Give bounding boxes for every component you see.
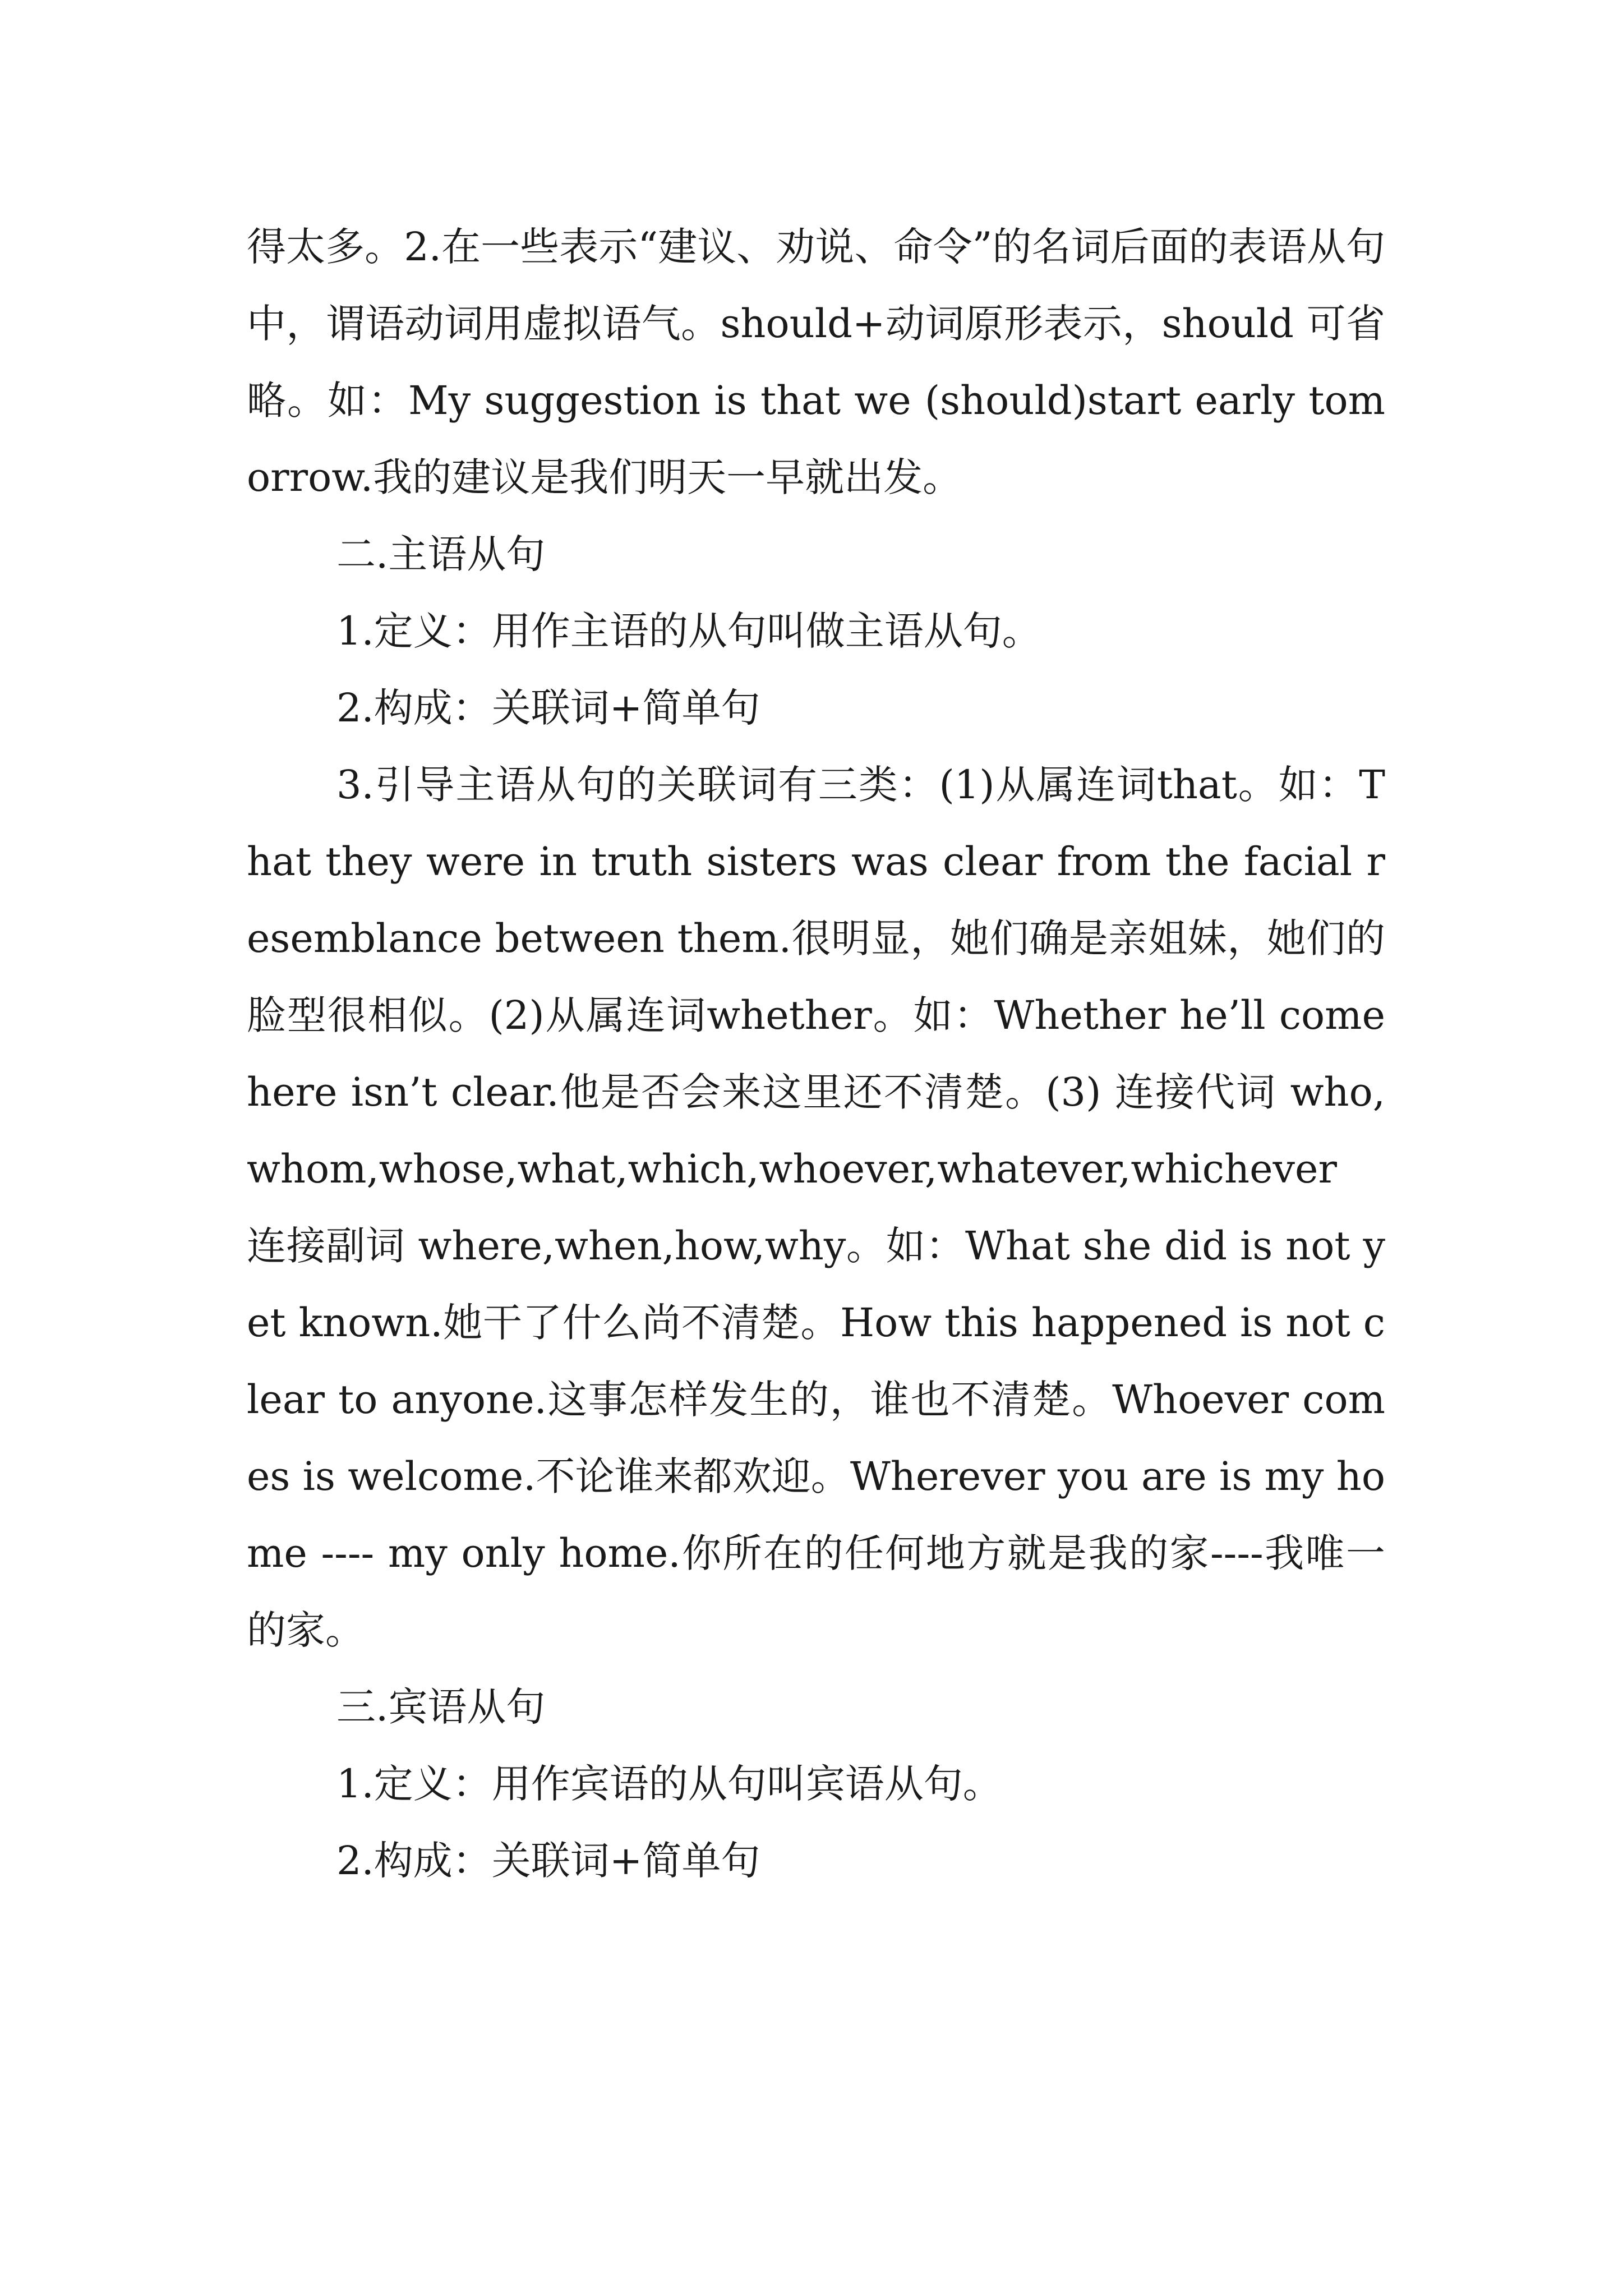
section-heading-object-clause: 三.宾语从句 bbox=[336, 1684, 546, 1730]
paragraph-subject-clause-connectives: 3.引导主语从句的关联词有三类：(1)从属连词that。如：That they were in truth sisters was clear from the facial resemblance between them.很明显，她们确是亲姐妹，她们的脸型很相似。(2)从属连词whether。如：Whether he’ll come here isn’t clear.他是否会来这里还不清楚。(3) 连接代词 who,whom,whose,what,which,whoever,whatever,whichever 连接副词 where,when,how,why。如：What she did is not yet known.她干了什么尚不清楚。How this happened is not clear to anyone.这事怎样发生的，谁也不清楚。Whoever comes is welcome.不论谁来都欢迎。Wherever you are is my home ---- my only home.你所在的任何地方就是我的家----我唯一的家。 bbox=[247, 762, 1385, 1653]
section-heading-subject-clause: 二.主语从句 bbox=[336, 531, 546, 577]
paragraph-object-clause-definition: 1.定义：用作宾语的从句叫宾语从句。 bbox=[336, 1761, 1002, 1807]
paragraph-object-clause-structure: 2.构成：关联词+简单句 bbox=[336, 1838, 760, 1884]
paragraph-subject-clause-definition: 1.定义：用作主语的从句叫做主语从句。 bbox=[336, 608, 1041, 654]
paragraph-predicative-clause-continued: 得太多。2.在一些表示“建议、劝说、命令”的名词后面的表语从句中，谓语动词用虚拟语气。should+动词原形表示，should 可省略。如：My suggestion is that we (should)start early tomorrow.我的建议是我们明天一早就出发。 bbox=[247, 224, 1385, 500]
paragraph-subject-clause-structure: 2.构成：关联词+简单句 bbox=[336, 685, 760, 731]
document-body bbox=[247, 209, 1385, 1899]
